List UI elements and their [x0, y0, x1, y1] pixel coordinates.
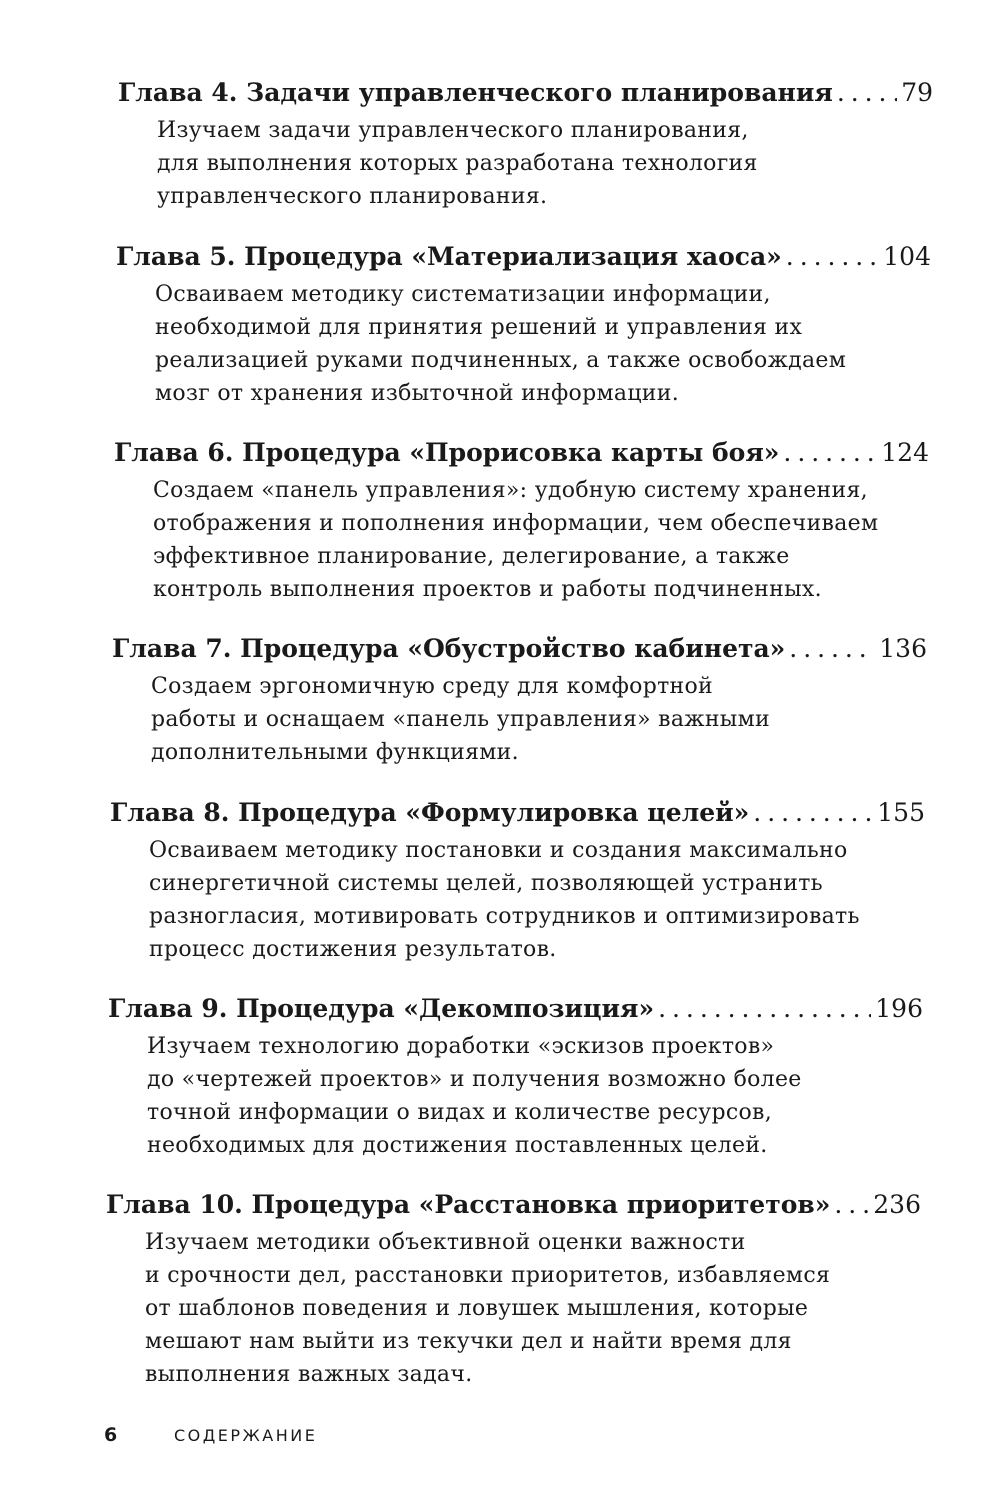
leader-dots — [658, 994, 871, 1024]
chapter-description: Изучаем задачи управленческого планирования, для выполнения которых разработана технология управленческого планирования. — [157, 118, 758, 209]
leader-dots — [834, 1190, 869, 1220]
chapter-title[interactable]: Глава 8. Процедура «Формулировка целей» — [110, 798, 750, 827]
chapter-description: Изучаем технологию доработки «эскизов проектов» до «чертежей проектов» и получения возможно более точной информации о видах и количестве ресурсов, необходимых для достижения поставленных целей. — [147, 1034, 802, 1158]
chapter-title[interactable]: Глава 9. Процедура «Декомпозиция» — [108, 994, 655, 1023]
chapter-page-number[interactable]: 236 — [873, 1190, 921, 1219]
chapter-page-number[interactable]: 79 — [901, 78, 933, 107]
chapter-page-number[interactable]: 196 — [875, 994, 923, 1023]
page-footer — [104, 1424, 317, 1446]
chapter-description: Осваиваем методику систематизации информации, необходимой для принятия решений и управления их реализацией руками подчиненных, а также освобождаем мозг от хранения избыточной информации. — [155, 282, 847, 406]
page-number: 6 — [104, 1424, 118, 1446]
chapter-title[interactable]: Глава 7. Процедура «Обустройство кабинета» — [112, 634, 786, 663]
chapter-page-number[interactable]: 155 — [877, 798, 925, 827]
toc-entry-heading[interactable] — [108, 994, 923, 1024]
running-section-title: СОДЕРЖАНИЕ — [174, 1426, 318, 1445]
chapter-page-number[interactable]: 104 — [883, 242, 931, 271]
chapter-title[interactable]: Глава 5. Процедура «Материализация хаоса» — [116, 242, 782, 271]
toc-entry-chapter-9[interactable] — [108, 994, 923, 1162]
toc-entry-heading[interactable] — [112, 634, 927, 664]
leader-dots — [783, 438, 877, 468]
chapter-page-number[interactable]: 124 — [881, 438, 929, 467]
toc-entry-heading[interactable] — [106, 1190, 921, 1220]
chapter-description: Создаем эргономичную среду для комфортной работы и оснащаем «панель управления» важными дополнительными функциями. — [151, 674, 770, 765]
toc-entry-heading[interactable] — [118, 78, 933, 108]
chapter-page-number[interactable]: 136 — [879, 634, 927, 663]
toc-entry-chapter-6[interactable] — [114, 438, 929, 606]
leader-dots — [786, 242, 879, 272]
toc-entry-heading[interactable] — [110, 798, 925, 828]
chapter-description: Создаем «панель управления»: удобную систему хранения, отображения и пополнения информации, чем обеспечиваем эффективное планирование, делегирование, а также контроль выполнения проектов и работы подчиненных. — [153, 478, 879, 602]
leader-dots — [753, 798, 873, 828]
toc-entry-heading[interactable] — [116, 242, 931, 272]
toc-entry-chapter-10[interactable] — [106, 1190, 921, 1391]
chapter-title[interactable]: Глава 10. Процедура «Расстановка приоритетов» — [106, 1190, 831, 1219]
chapter-title[interactable]: Глава 4. Задачи управленческого планирования — [118, 78, 833, 107]
leader-dots — [789, 634, 875, 664]
chapter-description: Изучаем методики объективной оценки важности и срочности дел, расстановки приоритетов, избавляемся от шаблонов поведения и ловушек мышления, которые мешают нам выйти из текучки дел и найти время для выполнения важных задач. — [145, 1230, 831, 1387]
chapter-title[interactable]: Глава 6. Процедура «Прорисовка карты боя» — [114, 438, 780, 467]
toc-entry-heading[interactable] — [114, 438, 929, 468]
toc-entry-chapter-8[interactable] — [110, 798, 925, 966]
toc-entry-chapter-7[interactable] — [112, 634, 927, 769]
chapter-description: Осваиваем методику постановки и создания максимально синергетичной системы целей, позволяющей устранить разногласия, мотивировать сотрудников и оптимизировать процесс достижения результатов. — [149, 838, 860, 962]
toc-entry-chapter-4[interactable] — [118, 78, 933, 213]
leader-dots — [837, 78, 897, 108]
toc-entry-chapter-5[interactable] — [116, 242, 931, 410]
